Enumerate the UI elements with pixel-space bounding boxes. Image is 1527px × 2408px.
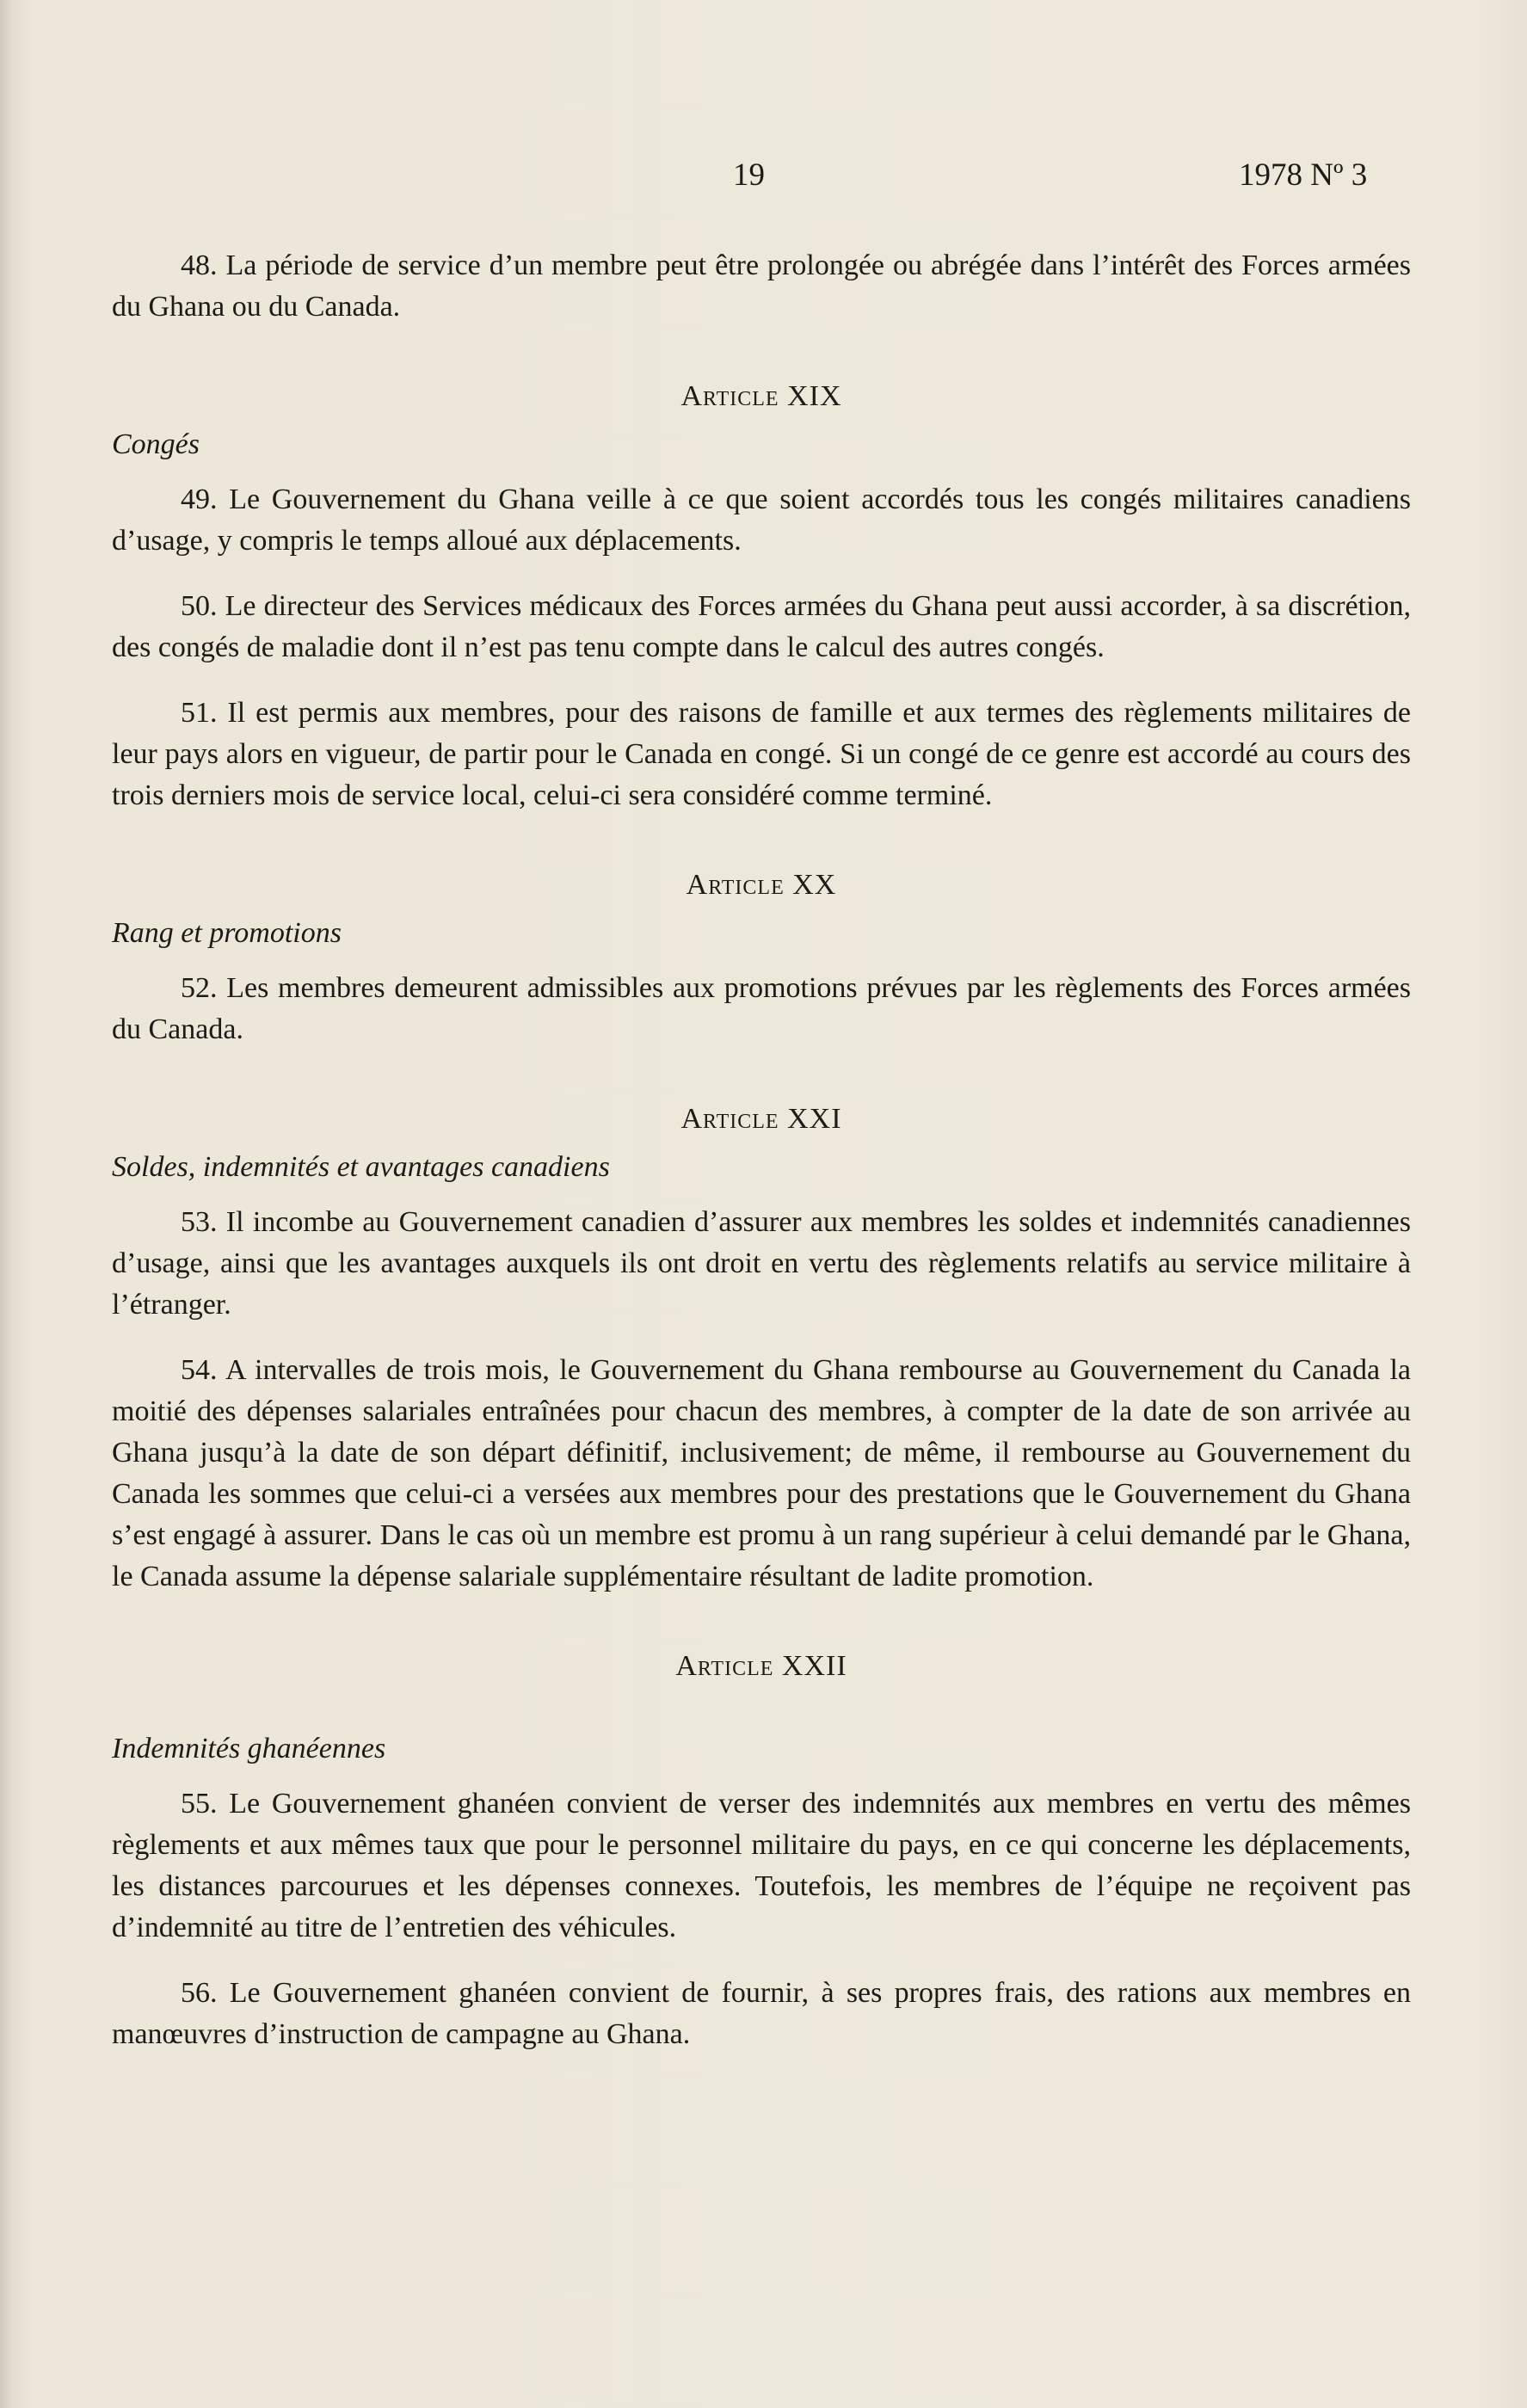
paragraph-48: 48. La période de service d’un membre peut être prolongée ou abrégée dans l’intérêt des Forces armées du Ghana ou du Canada. xyxy=(112,249,1411,323)
paragraph-52: 52. Les membres demeurent admissibles aux promotions prévues par les règlements des Forces armées du Canada. xyxy=(112,972,1411,1045)
article-heading-xxii: Article XXII xyxy=(675,1650,847,1682)
paragraph-50: 50. Le directeur des Services médicaux des Forces armées du Ghana peut aussi accorder, à sa discrétion, des congés de maladie dont il n’est pas tenu compte dans le calcul des autres congés. xyxy=(112,590,1411,663)
article-heading-xix: Article XIX xyxy=(680,380,842,412)
paragraph-53: 53. Il incombe au Gouvernement canadien d’assurer aux membres les soldes et indemnités canadiennes d’usage, ainsi que les avantages auxquels ils ont droit en vertu des règlements relatifs au service militaire à l’étranger. xyxy=(112,1206,1411,1321)
document-body xyxy=(112,245,1411,2055)
paragraph-54: 54. A intervalles de trois mois, le Gouvernement du Ghana rembourse au Gouvernement du Canada la moitié des dépenses salariales entraînées pour chacun des membres, à compter de la date de son arrivée au Ghana jusqu’à la date de son départ définitif, inclusivement; de même, il rembourse au Gouvernement du Canada les sommes que celui-ci a versées aux membres pour des prestations que le Gouvernement du Ghana s’est engagé à assurer. Dans le cas où un membre est promu à un rang supérieur à celui demandé par le Ghana, le Canada assume la dépense salariale supplémentaire résultant de ladite promotion. xyxy=(112,1354,1411,1592)
page-header xyxy=(0,157,1527,200)
section-title-rang: Rang et promotions xyxy=(112,917,342,949)
section-title-conges: Congés xyxy=(112,428,200,460)
paragraph-49: 49. Le Gouvernement du Ghana veille à ce que soient accordés tous les congés militaires canadiens d’usage, y compris le temps alloué aux déplacements. xyxy=(112,483,1411,557)
section-title-indemnites: Indemnités ghanéennes xyxy=(112,1733,386,1764)
page-number: 19 xyxy=(733,157,765,193)
paragraph-51: 51. Il est permis aux membres, pour des raisons de famille et aux termes des règlements militaires de leur pays alors en vigueur, de partir pour le Canada en congé. Si un congé de ce genre est accordé au cours des trois derniers mois de service local, celui-ci sera considéré comme terminé. xyxy=(112,697,1411,811)
article-heading-xx: Article XX xyxy=(686,869,837,901)
article-heading-xxi: Article XXI xyxy=(680,1103,842,1135)
section-title-soldes: Soldes, indemnités et avantages canadiens xyxy=(112,1151,610,1183)
paragraph-56: 56. Le Gouvernement ghanéen convient de fournir, à ses propres frais, des rations aux membres en manœuvres d’instruction de campagne au Ghana. xyxy=(112,1977,1411,2050)
year-number: 1978 Nº 3 xyxy=(1239,157,1368,193)
paragraph-55: 55. Le Gouvernement ghanéen convient de verser des indemnités aux membres en vertu des mêmes règlements et aux mêmes taux que pour le personnel militaire du pays, en ce qui concerne les déplacements, les distances parcourues et les dépenses connexes. Toutefois, les membres de l’équipe ne reçoivent pas d’indemnité au titre de l’entretien des véhicules. xyxy=(112,1788,1411,1943)
